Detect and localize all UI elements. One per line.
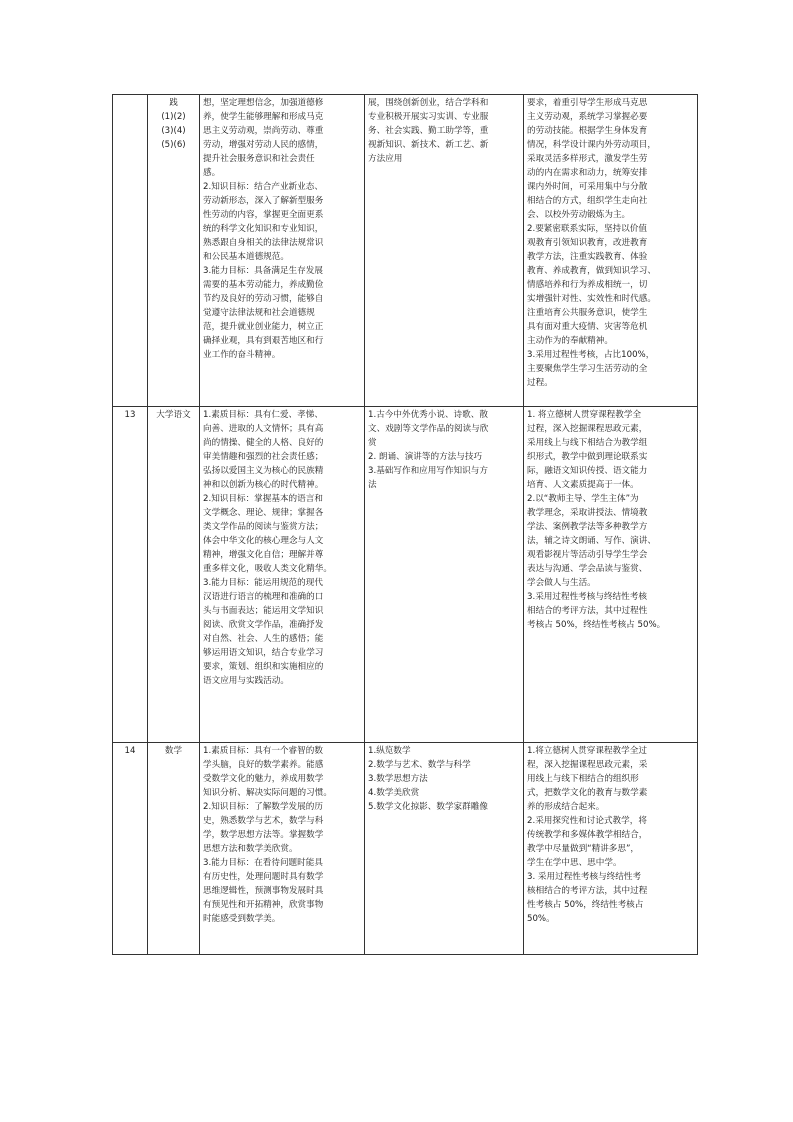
cell-text-line: 语文应用与实践活动。 bbox=[203, 676, 289, 686]
cell-text-line: 教学中尽量做到“精讲多思”， bbox=[527, 844, 640, 854]
table-row bbox=[113, 407, 698, 743]
cell-text-line: 业工作的奋斗精神。 bbox=[203, 350, 281, 360]
cell-text-line: 采用线上与线下相结合为教学组 bbox=[527, 438, 648, 448]
cell-text-line: 的劳动技能。根据学生身体发育 bbox=[527, 126, 648, 136]
cell-text-line: 3.采用过程性考核与终结性考核 bbox=[527, 592, 647, 602]
cell-text-line: 体会中华文化的核心理念与人文 bbox=[203, 536, 324, 546]
cell-text-line: 1.古今中外优秀小说、诗歌、散 bbox=[368, 410, 488, 420]
cell-text-line: 1.素质目标：具有一个睿智的数 bbox=[203, 746, 323, 756]
cell-text-line: 熟悉跟自身相关的法律法规常识 bbox=[203, 238, 324, 248]
cell-text-line: 主义劳动观，系统学习掌握必要 bbox=[527, 112, 648, 122]
table-row bbox=[113, 95, 698, 407]
cell-text-line: 法，辅之诗文朗诵、写作、演讲、 bbox=[527, 536, 656, 546]
cell-text-line: 1.将立德树人贯穿课程教学全过 bbox=[527, 746, 647, 756]
course-name-cell: 大学语文 bbox=[148, 407, 200, 743]
cell-text-line: 学头脑，良好的数学素养。能感 bbox=[203, 760, 324, 770]
row-number-cell: 14 bbox=[113, 743, 148, 955]
cell-text-line: 过程，深入挖掘课程思政元素， bbox=[527, 424, 648, 434]
cell-text-line: 思维逻辑性，预测事物发展时具 bbox=[203, 886, 324, 896]
cell-text-line: 表达与沟通、学会品读与鉴赏、 bbox=[527, 564, 648, 574]
cell-text-line: 核相结合的考评方法，其中过程 bbox=[527, 886, 648, 896]
cell-text-line: 课内外时间，可采用集中与分散 bbox=[527, 182, 648, 192]
cell-text-line: 学法、案例教学法等多种教学方 bbox=[527, 522, 648, 532]
cell-text-line: 程，深入挖掘课程思政元素，采 bbox=[527, 760, 648, 770]
cell-text-line: 头与书面表达；能运用文学知识 bbox=[203, 606, 324, 616]
cell-text-line: 尚的情操、健全的人格、良好的 bbox=[203, 438, 324, 448]
cell-text-line: 会、以校外劳动锻炼为主。 bbox=[527, 210, 631, 220]
cell-text-line: 2.要紧密联系实际，坚持以价值 bbox=[527, 224, 647, 234]
cell-text-line: 学生在学中思、思中学。 bbox=[527, 858, 622, 868]
cell-text-line: 教学方法，注重实践教育、体验 bbox=[527, 252, 648, 262]
cell-text-line: 培育、人文素质提高于一体。 bbox=[527, 480, 639, 490]
cell-text-line: 向善、进取的人文情怀；具有高 bbox=[203, 424, 324, 434]
cell-text-line: 节约及良好的劳动习惯，能够自 bbox=[203, 294, 324, 304]
cell-text-line: 注重培育公共服务意识，使学生 bbox=[527, 308, 648, 318]
content-cell bbox=[365, 743, 524, 955]
cell-text-line: 观看影视片等活动引导学生学会 bbox=[527, 550, 648, 560]
objectives-cell bbox=[200, 95, 365, 407]
cell-text-line: 3.能力目标：具备满足生存发展 bbox=[203, 266, 323, 276]
cell-text-line: 务、社会实践、勤工助学等，重 bbox=[368, 126, 489, 136]
requirements-cell bbox=[524, 95, 698, 407]
cell-text-line: 主动作为的奉献精神。 bbox=[527, 336, 613, 346]
cell-text-line: 弘扬以爱国主义为核心的民族精 bbox=[203, 466, 324, 476]
cell-text-line: 4.数学美欣赏 bbox=[368, 788, 420, 798]
cell-text-line: 感。 bbox=[203, 168, 221, 178]
cell-text-line: 文学概念、理论、规律；掌握各 bbox=[203, 508, 324, 518]
cell-text-line: 赏 bbox=[368, 438, 377, 448]
cell-text-line: 3. 采用过程性考核与终结性考 bbox=[527, 872, 642, 882]
cell-text-line: 需要的基本劳动能力，养成勤俭 bbox=[203, 280, 324, 290]
cell-text-line: 际，融语文知识传授、语文能力 bbox=[527, 466, 648, 476]
cell-text-line: 养的形成结合起来。 bbox=[527, 802, 605, 812]
cell-text-line: 观教育引领知识教育，改进教育 bbox=[527, 238, 648, 248]
cell-text-line: 时能感受到数学美。 bbox=[203, 914, 281, 924]
cell-text-line: 过程。 bbox=[527, 378, 553, 388]
course-name-sub: (3)(4) bbox=[161, 126, 186, 136]
cell-text-line: 要求，着重引导学生形成马克思 bbox=[527, 98, 648, 108]
cell-text-line: 有预见性和开拓精神，欣赏事物 bbox=[203, 900, 324, 910]
cell-text-line: 用线上与线下相结合的组织形 bbox=[527, 774, 639, 784]
cell-text-line: 要求，策划、组织和实施相应的 bbox=[203, 662, 324, 672]
cell-text-line: 性劳动的内容，掌握更全面更系 bbox=[203, 210, 324, 220]
course-name-cell: 数学 bbox=[148, 743, 200, 955]
cell-text-line: 3.数学思想方法 bbox=[368, 774, 428, 784]
cell-text-line: 统的科学文化知识和专业知识， bbox=[203, 224, 324, 234]
cell-text-line: 50%。 bbox=[527, 914, 555, 924]
content-cell bbox=[365, 407, 524, 743]
cell-text-line: 文、戏剧等文学作品的阅读与欣 bbox=[368, 424, 489, 434]
cell-text-line: 实增强针对性、实效性和时代感。 bbox=[527, 294, 656, 304]
course-table-body bbox=[113, 95, 698, 955]
cell-text-line: 确择业观，具有到艰苦地区和行 bbox=[203, 336, 324, 346]
course-table bbox=[112, 94, 698, 955]
objectives-cell bbox=[200, 407, 365, 743]
cell-text-line: 有历史性，处理问题时具有数学 bbox=[203, 872, 324, 882]
cell-text-line: 审美情趣和强烈的社会责任感； bbox=[203, 452, 324, 462]
cell-text-line: 2.知识目标：结合产业新业态、 bbox=[203, 182, 323, 192]
cell-text-line: 法 bbox=[368, 480, 377, 490]
cell-text-line: 动的内在需求和动力，统筹安排 bbox=[527, 168, 648, 178]
cell-text-line: 1.纵览数学 bbox=[368, 746, 411, 756]
cell-text-line: 类文学作品的阅读与鉴赏方法； bbox=[203, 522, 324, 532]
cell-text-line: 情况，科学设计课内外劳动项目， bbox=[527, 140, 656, 150]
cell-text-line: 思想方法和数学美欣赏。 bbox=[203, 844, 298, 854]
cell-text-line: 劳动新形态，深入了解新型服务 bbox=[203, 196, 324, 206]
cell-text-line: 1. 将立德树人贯穿课程教学全 bbox=[527, 410, 642, 420]
cell-text-line: 3.能力目标：能运用规范的现代 bbox=[203, 578, 323, 588]
row-number-cell bbox=[113, 95, 148, 407]
cell-text-line: 2.采用探究性和讨论式教学，将 bbox=[527, 816, 647, 826]
row-number-cell: 13 bbox=[113, 407, 148, 743]
cell-text-line: 教学理念，采取讲授法、情境教 bbox=[527, 508, 648, 518]
cell-text-line: 展，围绕创新创业，结合学科和 bbox=[368, 98, 489, 108]
cell-text-line: 觉遵守法律法规和社会道德规 bbox=[203, 308, 315, 318]
cell-text-line: 精神，增强文化自信；理解并尊 bbox=[203, 550, 324, 560]
cell-text-line: 主要聚焦学生学习生活劳动的全 bbox=[527, 364, 648, 374]
cell-text-line: 神和以创新为核心的时代精神。 bbox=[203, 480, 324, 490]
requirements-cell bbox=[524, 743, 698, 955]
cell-text-line: 具有面对重大疫情、灾害等危机 bbox=[527, 322, 648, 332]
content-cell bbox=[365, 95, 524, 407]
cell-text-line: 2.数学与艺术、数学与科学 bbox=[368, 760, 471, 770]
cell-text-line: 范，提升就业创业能力，树立正 bbox=[203, 322, 324, 332]
cell-text-line: 教育、养成教育，做到知识学习、 bbox=[527, 266, 656, 276]
objectives-cell bbox=[200, 743, 365, 955]
cell-text-line: 受数学文化的魅力，养成用数学 bbox=[203, 774, 324, 784]
cell-text-line: 传统教学和多媒体教学相结合， bbox=[527, 830, 648, 840]
cell-text-line: 史，熟悉数学与艺术，数学与科 bbox=[203, 816, 324, 826]
cell-text-line: 养，使学生能够理解和形成马克 bbox=[203, 112, 324, 122]
cell-text-line: 相结合的方式，组织学生走向社 bbox=[527, 196, 648, 206]
course-name-sub: (5)(6) bbox=[161, 140, 186, 150]
course-name-cell bbox=[148, 95, 200, 407]
cell-text-line: 学会做人与生活。 bbox=[527, 578, 596, 588]
cell-text-line: 织形式，教学中做到理论联系实 bbox=[527, 452, 648, 462]
cell-text-line: 2. 朗诵、演讲等的方法与技巧 bbox=[368, 452, 483, 462]
cell-text-line: 考核占 50%，终结性考核占 50%。 bbox=[527, 620, 666, 630]
cell-text-line: 相结合的考评方法，其中过程性 bbox=[527, 606, 648, 616]
cell-text-line: 3.能力目标：在看待问题时能具 bbox=[203, 858, 323, 868]
table-row bbox=[113, 743, 698, 955]
cell-text-line: 思主义劳动观，崇尚劳动、尊重 bbox=[203, 126, 324, 136]
cell-text-line: 采取灵活多样形式，激发学生劳 bbox=[527, 154, 648, 164]
cell-text-line: 式，把数学文化的教育与数学素 bbox=[527, 788, 648, 798]
cell-text-line: 2.知识目标：了解数学发展的历 bbox=[203, 802, 323, 812]
cell-text-line: 重多样文化，吸收人类文化精华。 bbox=[203, 564, 332, 574]
cell-text-line: 2.知识目标：掌握基本的语言和 bbox=[203, 494, 323, 504]
cell-text-line: 专业积极开展实习实训、专业服 bbox=[368, 112, 489, 122]
course-name: 践 bbox=[169, 98, 178, 108]
cell-text-line: 汉语进行语言的梳理和准确的口 bbox=[203, 592, 324, 602]
requirements-cell bbox=[524, 407, 698, 743]
cell-text-line: 知识分析、解决实际问题的习惯。 bbox=[203, 788, 332, 798]
cell-text-line: 学，数学思想方法等。掌握数学 bbox=[203, 830, 324, 840]
cell-text-line: 5.数学文化掠影、数学家群雕像 bbox=[368, 802, 488, 812]
cell-text-line: 2.以“教师主导、学生主体”为 bbox=[527, 494, 639, 504]
cell-text-line: 和公民基本道德规范。 bbox=[203, 252, 289, 262]
cell-text-line: 视新知识、新技术、新工艺、新 bbox=[368, 140, 489, 150]
cell-text-line: 1.素质目标：具有仁爱、孝悌、 bbox=[203, 410, 323, 420]
cell-text-line: 情感培养和行为养成相统一，切 bbox=[527, 280, 648, 290]
cell-text-line: 方法应用 bbox=[368, 154, 403, 164]
cell-text-line: 阅读、欣赏文学作品，准确抒发 bbox=[203, 620, 324, 630]
cell-text-line: 3.采用过程性考核，占比100%， bbox=[527, 350, 655, 360]
cell-text-line: 劳动，增强对劳动人民的感情， bbox=[203, 140, 324, 150]
cell-text-line: 够运用语文知识，结合专业学习 bbox=[203, 648, 324, 658]
cell-text-line: 想，坚定理想信念，加强道德修 bbox=[203, 98, 324, 108]
course-name-sub: (1)(2) bbox=[161, 112, 186, 122]
cell-text-line: 性考核占 50%，终结性考核占 bbox=[527, 900, 644, 910]
cell-text-line: 3.基础写作和应用写作知识与方 bbox=[368, 466, 488, 476]
cell-text-line: 提升社会服务意识和社会责任 bbox=[203, 154, 315, 164]
cell-text-line: 对自然、社会、人生的感悟；能 bbox=[203, 634, 324, 644]
